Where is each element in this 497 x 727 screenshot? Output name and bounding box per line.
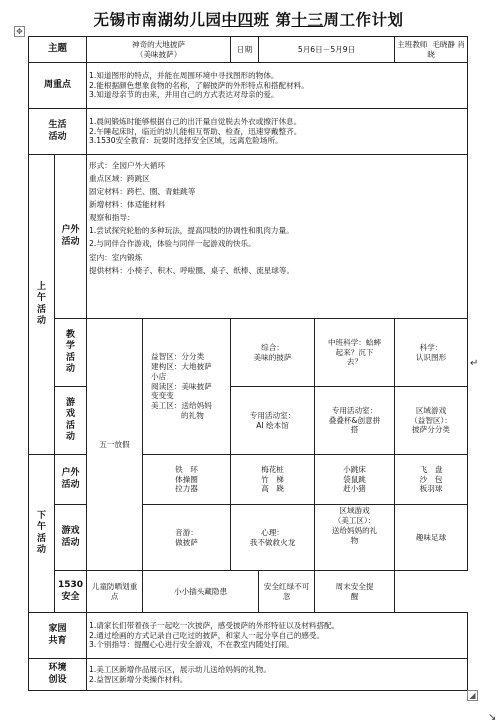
- afternoon-game-line: 趣味足球: [415, 532, 447, 542]
- header-row: [29, 37, 468, 63]
- week-suffix: 周工作计划: [323, 11, 404, 29]
- morning-label-char: 上: [36, 282, 46, 292]
- life-item: 2.午睡起床时，临近的幼儿能相互帮助、检查，迅速穿戴整齐。: [89, 126, 302, 136]
- equipment-line: 板羽球: [419, 484, 443, 494]
- environment-item: 1.美工区新增作品展示区，展示幼儿送给妈妈的礼物。: [89, 664, 271, 674]
- safety-label: [55, 571, 87, 613]
- afternoon-outdoor-label-line1: 户外: [61, 468, 80, 479]
- afternoon-outdoor-cell[interactable]: [143, 455, 231, 505]
- morning-outdoor-line: 2.与同伴合作游戏，体验与同伴一起游戏的快乐。: [89, 239, 256, 249]
- morning-teaching-row: [29, 319, 468, 387]
- afternoon-game-cell[interactable]: [395, 505, 468, 571]
- table-resize-handle-icon[interactable]: ◢: [467, 690, 478, 701]
- game-label-char: 活: [66, 420, 76, 431]
- equipment-line: 飞 盘: [419, 464, 443, 474]
- environment-label-line1: 环境: [48, 663, 67, 674]
- morning-outdoor-line: 固定材料：跨栏、圈、青蛙跳等: [89, 187, 196, 197]
- teaching-label-char: 学: [66, 341, 76, 352]
- area-line: 变变变: [151, 391, 174, 401]
- date-label: 日期: [231, 37, 259, 63]
- afternoon-game-line: 做披萨: [175, 537, 198, 547]
- week-number[interactable]: 十三: [291, 11, 324, 29]
- afternoon-outdoor-cell[interactable]: [315, 455, 395, 505]
- safety-cell[interactable]: [87, 571, 143, 613]
- afternoon-label-char: 下: [36, 511, 46, 521]
- afternoon-game-line: 我不做救火龙: [249, 537, 296, 547]
- week-prefix: 第: [275, 11, 292, 29]
- afternoon-label: [29, 455, 55, 613]
- class-suffix: 班: [253, 11, 270, 29]
- teaching-line: 去？: [346, 357, 363, 367]
- teaching-line: 美味的披萨: [253, 352, 292, 362]
- life-item: 1.晨间锻炼时能够根据自己的出汗量自觉脱去外衣或擦汗休息。: [89, 116, 302, 126]
- morning-outdoor-label-line2: 活动: [61, 236, 80, 247]
- morning-outdoor-line: 1.尝试探究轮胎的多种玩法，提高四肢的协调性和肌肉力量。: [89, 226, 294, 236]
- game-line: 专用活动室：: [331, 405, 378, 415]
- afternoon-game-cell[interactable]: [231, 505, 315, 571]
- equipment-line: 高 跷: [261, 484, 284, 494]
- row-end-marker-icon: ↵: [470, 358, 479, 369]
- afternoon-safety-row: [29, 571, 468, 613]
- life-item: 3.1530安全教育：玩耍时选择安全区域，远离危险场所。: [89, 136, 283, 146]
- equipment-line: 小跳床: [343, 464, 366, 474]
- game-line: AI 绘本馆: [256, 420, 289, 430]
- equipment-line: 体操圈: [175, 474, 198, 484]
- safety-label-line1: 1530: [57, 580, 84, 591]
- environment-content[interactable]: [87, 659, 468, 691]
- teaching-label-char: 活: [66, 352, 76, 363]
- teaching-line: 认识图形: [415, 352, 447, 362]
- theme-value[interactable]: [87, 37, 231, 63]
- safety-cell[interactable]: [143, 571, 259, 613]
- teaching-cell-science[interactable]: [315, 319, 395, 387]
- game-line: 叠叠杯&创意拼: [328, 415, 381, 425]
- safety-line: 醒: [350, 591, 359, 601]
- afternoon-game-label-line2: 活动: [61, 537, 80, 548]
- game-line: （益智区）：: [410, 415, 452, 425]
- afternoon-game-label: [55, 505, 87, 571]
- afternoon-game-label-line1: 游戏: [61, 526, 80, 537]
- family-item: 3.个别指导：提醒心心进行安全游戏，不在教室内随处打闹。: [89, 640, 294, 650]
- safety-cell[interactable]: [259, 571, 315, 613]
- environment-label-line2: 创设: [48, 674, 67, 685]
- game-label: [55, 387, 87, 455]
- teaching-label: [55, 319, 87, 387]
- teacher-value: 毛晓静 肖晓: [427, 39, 466, 59]
- morning-outdoor-content[interactable]: [87, 155, 468, 319]
- page-title: [0, 8, 497, 30]
- theme-value-line2: （美味披萨）: [135, 49, 182, 59]
- weekday-holiday-cell[interactable]: 五一放假: [87, 319, 143, 571]
- afternoon-game-line: 心理：: [261, 527, 284, 537]
- afternoon-game-line: 音游：: [175, 527, 198, 537]
- focus-item: 1.知道图形的特点，并能在周围环境中寻找图形的物体。: [89, 70, 279, 80]
- morning-label-char: 活: [36, 304, 46, 315]
- game-label-char: 游: [66, 398, 76, 408]
- morning-outdoor-label-line1: 户外: [61, 225, 80, 236]
- area-line: 建构区：大地披萨: [151, 361, 212, 371]
- afternoon-outdoor-cell[interactable]: [395, 455, 468, 505]
- morning-label: [29, 155, 55, 455]
- afternoon-label-char: 午: [36, 522, 46, 533]
- teaching-line: 中班科学：蛤蟀: [327, 337, 382, 347]
- morning-outdoor-line: 提供材料：小椅子、积木、呼啦圈、桌子、纸棒、流星球等。: [89, 265, 295, 275]
- family-item: 1.请家长们带着孩子一起吃一次披萨，感受披萨的外形特征以及材料搭配。: [89, 620, 340, 630]
- safety-line: 忽: [282, 591, 291, 601]
- weekly-plan-table: [28, 36, 468, 691]
- safety-line: 安全红绿不可: [263, 581, 310, 591]
- morning-outdoor-line: 新增材料：体适能材料: [89, 200, 165, 210]
- teaching-line: 综合：: [261, 342, 284, 352]
- family-label-line1: 家园: [48, 624, 67, 635]
- teaching-cell-integrated[interactable]: [231, 319, 315, 387]
- safety-cell[interactable]: [315, 571, 395, 613]
- area-activities-cell[interactable]: [143, 319, 231, 455]
- morning-label-char: 午: [36, 293, 46, 304]
- environment-label: [29, 659, 87, 691]
- area-line: 益智区：分分类: [151, 351, 205, 361]
- school-name: 无锡市南湖幼儿园: [93, 11, 222, 29]
- life-row: [29, 109, 468, 155]
- afternoon-game-line: （美工区）：: [333, 515, 376, 525]
- equipment-line: 赶小猪: [343, 484, 366, 494]
- afternoon-outdoor-label: [55, 455, 87, 505]
- morning-outdoor-label: [55, 155, 87, 319]
- afternoon-game-cell[interactable]: [143, 505, 231, 571]
- afternoon-game-line: 送给妈妈的礼: [331, 525, 378, 535]
- life-label-line2: 活动: [48, 131, 67, 142]
- theme-label: 主题: [29, 37, 87, 63]
- equipment-line: 竹 梯: [261, 474, 284, 484]
- morning-outdoor-line: 观察和指导：: [89, 213, 135, 223]
- afternoon-label-char: 动: [36, 544, 46, 555]
- safety-line: 周末安全提: [335, 581, 374, 591]
- safety-line: 小小插头藏隐患: [173, 586, 228, 596]
- game-line: 搭: [350, 425, 359, 435]
- life-label: [29, 109, 87, 155]
- focus-label: 周重点: [29, 63, 87, 109]
- teacher-label: 主班教师: [397, 39, 428, 49]
- teaching-line: 起来？沉下: [335, 347, 374, 357]
- equipment-line: 铁 环: [175, 464, 198, 474]
- family-label: [29, 613, 87, 659]
- game-cell-ai-library[interactable]: [231, 387, 315, 455]
- safety-label-line2: 安全: [61, 591, 80, 602]
- morning-outdoor-line: 室内：室内锻炼: [89, 252, 143, 262]
- game-line: 专用活动室：: [249, 410, 296, 420]
- afternoon-label-char: 活: [36, 533, 46, 544]
- family-label-line2: 共育: [48, 635, 67, 646]
- morning-label-char: 动: [36, 315, 46, 326]
- focus-content[interactable]: [87, 63, 468, 109]
- theme-value-line1: 神奇的大地披萨: [131, 39, 186, 49]
- game-line: 区域游戏: [415, 405, 447, 415]
- teaching-label-char: 动: [66, 363, 76, 374]
- teacher-cell[interactable]: [395, 37, 468, 63]
- equipment-line: 拉力器: [175, 484, 198, 494]
- teaching-label-char: 教: [66, 330, 76, 340]
- life-label-line1: 生活: [48, 120, 67, 131]
- resize-arrow-icon: ↘: [488, 712, 497, 723]
- game-label-char: 动: [66, 431, 76, 442]
- table-move-handle-icon[interactable]: ✥: [14, 26, 25, 37]
- afternoon-game-cell[interactable]: [315, 505, 395, 571]
- area-line: 美工区：送给妈妈: [151, 401, 212, 411]
- afternoon-game-line: 区域游戏: [339, 506, 370, 515]
- game-cell-stacking[interactable]: [315, 387, 395, 455]
- class-name[interactable]: 中四: [221, 11, 254, 29]
- environment-item: 2.益智区新增分类操作材料。: [89, 674, 188, 684]
- equipment-line: 袋鼠跳: [343, 474, 366, 484]
- focus-item: 3.知道母亲节的由来，并用自己的方式表达对母亲的爱。: [89, 90, 279, 100]
- morning-outdoor-row: [29, 155, 468, 319]
- afternoon-outdoor-label-line2: 活动: [61, 479, 80, 490]
- date-value[interactable]: 5月6日－5月9日: [259, 37, 395, 63]
- family-content[interactable]: [87, 613, 468, 659]
- equipment-line: 梅花桩: [261, 464, 284, 474]
- teaching-cell-shapes[interactable]: [395, 319, 468, 387]
- morning-outdoor-line: 重点区域：跨跳区: [89, 174, 150, 184]
- life-content[interactable]: [87, 109, 468, 155]
- environment-row: [29, 659, 468, 691]
- focus-item: 2.能根据颜色想象食物的名称，了解披萨的外形特点和搭配材料。: [89, 80, 309, 90]
- area-line: 阅读区：美味披萨: [151, 381, 212, 391]
- game-label-char: 戏: [66, 409, 76, 420]
- area-line: 小店: [151, 371, 167, 381]
- area-line: 的礼物: [181, 411, 204, 421]
- morning-outdoor-line: 形式：全园户外大循环: [89, 161, 165, 171]
- family-item: 2.通过绘画的方式记录自己吃过的披萨，和家人一起分享自己的感受。: [89, 630, 325, 640]
- game-line: 披萨分分类: [412, 425, 451, 435]
- afternoon-game-line: 物: [350, 535, 359, 545]
- safety-line: 儿童防晒划重点: [91, 581, 138, 601]
- equipment-line: 沙 包: [419, 474, 443, 484]
- teaching-line: 科学：: [419, 342, 443, 352]
- focus-row: [29, 63, 468, 109]
- afternoon-outdoor-cell[interactable]: [231, 455, 315, 505]
- game-cell-sorting[interactable]: [395, 387, 468, 455]
- family-row: [29, 613, 468, 659]
